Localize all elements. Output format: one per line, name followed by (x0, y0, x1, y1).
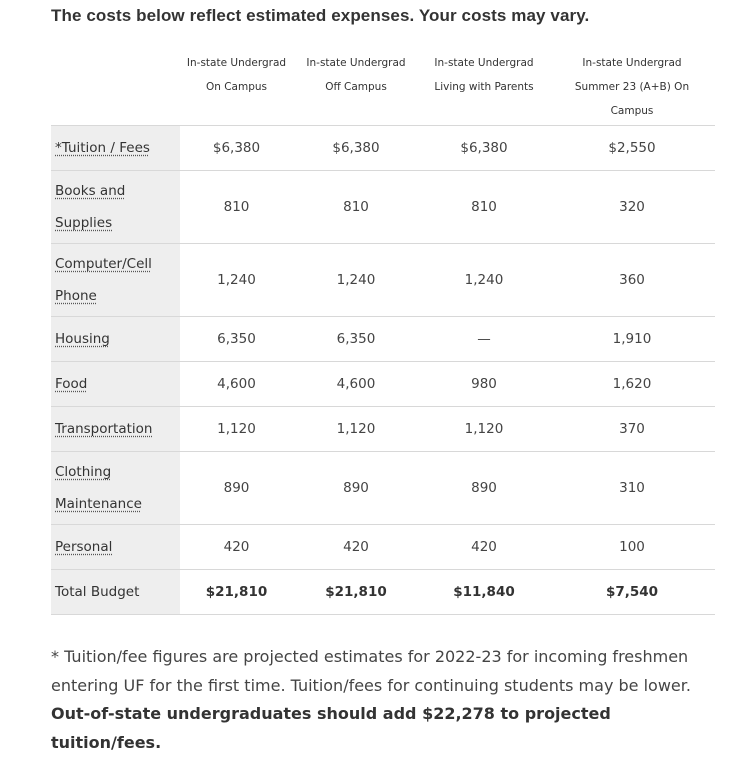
table-row-transportation (51, 407, 715, 452)
column-header-line: In-state Undergrad (582, 57, 682, 69)
table-cell: 1,120 (180, 407, 293, 452)
row-label-clothing[interactable] (51, 452, 180, 525)
row-label-text[interactable]: Personal (55, 539, 113, 555)
total-cell: $21,810 (293, 570, 419, 615)
table-cell: — (419, 317, 549, 362)
column-header-line: Living with Parents (434, 81, 534, 93)
row-label-text[interactable]: Housing (55, 331, 110, 347)
table-row-tuition (51, 126, 715, 171)
table-cell: 810 (293, 171, 419, 244)
table-cell: 6,350 (180, 317, 293, 362)
column-header-line: Off Campus (325, 81, 387, 93)
table-cell: $6,380 (180, 126, 293, 171)
row-label-text[interactable]: Supplies (55, 215, 113, 231)
table-cell: $2,550 (549, 126, 715, 171)
table-cell: $6,380 (293, 126, 419, 171)
table-cell: 6,350 (293, 317, 419, 362)
row-label-text[interactable]: Clothing (55, 464, 112, 480)
row-label-total: Total Budget (51, 570, 180, 615)
footnote (51, 643, 711, 757)
intro-text: The costs below reflect estimated expenses. Your costs may vary. (51, 6, 590, 25)
table-cell: 890 (180, 452, 293, 525)
row-label-books[interactable] (51, 171, 180, 244)
table-cell: 320 (549, 171, 715, 244)
column-header-with-parents (419, 48, 549, 126)
table-cell: 980 (419, 362, 549, 407)
footnote-line: entering UF for the first time. Tuition/fees for continuing students may be lower. (51, 675, 691, 695)
row-label-transportation[interactable] (51, 407, 180, 452)
row-label-text[interactable]: Books and (55, 183, 126, 199)
row-label-text[interactable]: Food (55, 376, 88, 392)
row-label-computer[interactable] (51, 244, 180, 317)
table-cell: 420 (180, 525, 293, 570)
row-label-text[interactable]: *Tuition / Fees (55, 140, 150, 156)
table-cell: 1,620 (549, 362, 715, 407)
column-header-line: In-state Undergrad (434, 57, 534, 69)
table-cell: 420 (293, 525, 419, 570)
row-label-text[interactable]: Transportation (55, 421, 153, 437)
table-row-housing (51, 317, 715, 362)
row-label-food[interactable] (51, 362, 180, 407)
row-label-text[interactable]: Maintenance (55, 496, 142, 512)
table-cell: 360 (549, 244, 715, 317)
table-cell: 4,600 (293, 362, 419, 407)
table-cell: $6,380 (419, 126, 549, 171)
table-row-food (51, 362, 715, 407)
table-cell: 1,120 (419, 407, 549, 452)
total-cell: $21,810 (180, 570, 293, 615)
total-cell: $7,540 (549, 570, 715, 615)
table-cell: 100 (549, 525, 715, 570)
column-header-line: In-state Undergrad (306, 57, 406, 69)
column-header-summer (549, 48, 715, 126)
column-header-line: On Campus (205, 81, 268, 93)
table-cell: 1,910 (549, 317, 715, 362)
table-cell: 1,240 (419, 244, 549, 317)
total-cell: $11,840 (419, 570, 549, 615)
table-cell: 890 (419, 452, 549, 525)
table-cell: 310 (549, 452, 715, 525)
table-cell: 420 (419, 525, 549, 570)
table-row-computer (51, 244, 715, 317)
footnote-out-of-state-note: Out-of-state undergraduates should add $22,278 to projected tuition/fees. (51, 704, 611, 752)
table-row-books (51, 171, 715, 244)
table-cell: 1,240 (293, 244, 419, 317)
table-cell: 890 (293, 452, 419, 525)
table-cell: 810 (180, 171, 293, 244)
row-label-text[interactable]: Phone (55, 288, 97, 304)
footnote-line: * Tuition/fee figures are projected estimates for 2022-23 for incoming freshmen (51, 647, 689, 666)
column-header-on-campus (180, 48, 293, 126)
header-blank-cell (51, 48, 180, 126)
row-label-personal[interactable] (51, 525, 180, 570)
table-cell: 4,600 (180, 362, 293, 407)
table-row-total (51, 570, 715, 615)
row-label-text[interactable]: Computer/Cell (55, 256, 152, 272)
column-header-off-campus (293, 48, 419, 126)
table-cell: 370 (549, 407, 715, 452)
table-row-clothing (51, 452, 715, 525)
row-label-tuition[interactable] (51, 126, 180, 171)
column-header-line: Summer 23 (A+B) On (574, 81, 690, 93)
cost-table (51, 48, 715, 615)
table-header-row (51, 48, 715, 126)
column-header-line: Campus (610, 105, 654, 117)
table-cell: 1,240 (180, 244, 293, 317)
row-label-housing[interactable] (51, 317, 180, 362)
table-cell: 810 (419, 171, 549, 244)
table-cell: 1,120 (293, 407, 419, 452)
column-header-line: In-state Undergrad (186, 57, 287, 69)
table-row-personal (51, 525, 715, 570)
